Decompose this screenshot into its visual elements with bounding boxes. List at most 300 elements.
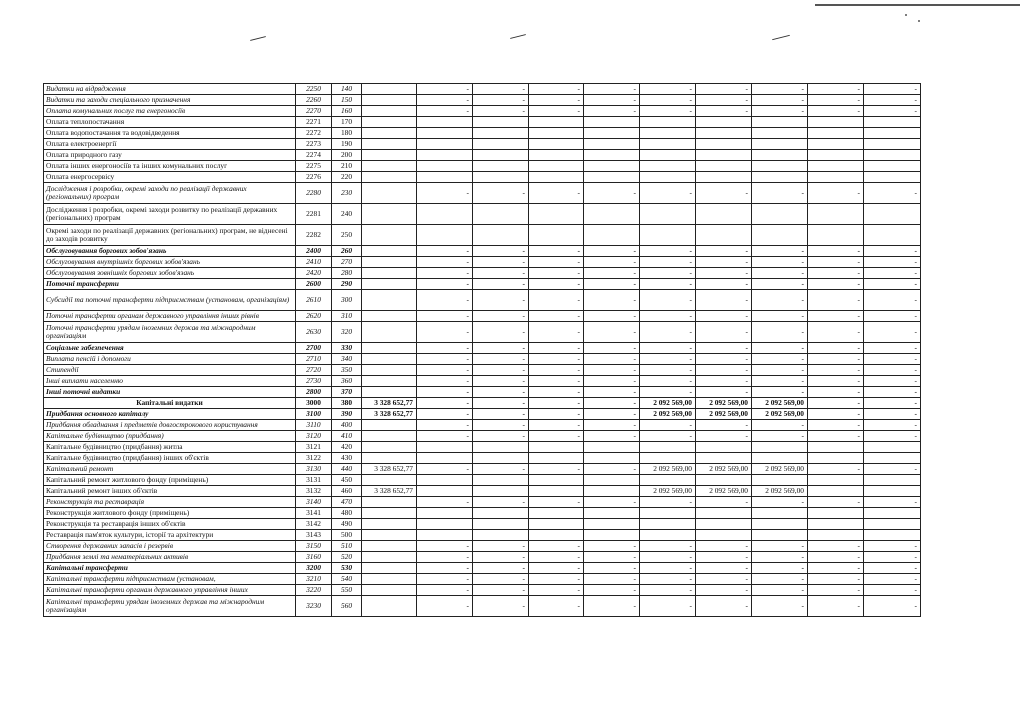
row-line-cell: 150 <box>332 95 362 106</box>
value-cell <box>362 139 417 150</box>
row-line-cell: 230 <box>332 183 362 204</box>
expenditure-table <box>43 83 921 617</box>
value-cell: - <box>752 552 808 563</box>
value-cell: - <box>529 585 584 596</box>
value-cell <box>752 508 808 519</box>
row-code-cell: 3143 <box>296 530 332 541</box>
table-row <box>44 431 921 442</box>
table-row <box>44 84 921 95</box>
value-cell <box>362 519 417 530</box>
value-cell: - <box>864 95 921 106</box>
value-cell: - <box>696 183 752 204</box>
value-cell: - <box>752 290 808 311</box>
value-cell: 2 092 569,00 <box>696 409 752 420</box>
row-name-cell: Оплата теплопостачання <box>44 117 296 128</box>
value-cell <box>362 279 417 290</box>
value-cell <box>529 453 584 464</box>
value-cell <box>584 530 640 541</box>
table-row <box>44 354 921 365</box>
value-cell: - <box>696 354 752 365</box>
table-row <box>44 204 921 225</box>
value-cell: - <box>808 354 864 365</box>
value-cell: - <box>864 387 921 398</box>
row-line-cell: 510 <box>332 541 362 552</box>
row-line-cell: 330 <box>332 343 362 354</box>
value-cell: - <box>584 84 640 95</box>
table-row <box>44 225 921 246</box>
value-cell <box>362 172 417 183</box>
value-cell <box>362 497 417 508</box>
value-cell: - <box>640 552 696 563</box>
value-cell <box>752 530 808 541</box>
value-cell: - <box>584 183 640 204</box>
value-cell <box>584 453 640 464</box>
value-cell: - <box>864 431 921 442</box>
value-cell: - <box>808 279 864 290</box>
value-cell <box>362 150 417 161</box>
table-row <box>44 497 921 508</box>
value-cell: - <box>584 322 640 343</box>
value-cell: 2 092 569,00 <box>640 464 696 475</box>
value-cell <box>529 128 584 139</box>
row-name-cell: Капітальне будівництво (придбання) <box>44 431 296 442</box>
value-cell <box>696 442 752 453</box>
scan-edge-mark <box>815 4 1020 6</box>
value-cell: - <box>417 106 473 117</box>
value-cell: - <box>584 365 640 376</box>
value-cell: - <box>473 585 529 596</box>
row-name-cell: Стипендії <box>44 365 296 376</box>
value-cell: - <box>417 376 473 387</box>
value-cell <box>362 225 417 246</box>
value-cell: - <box>808 183 864 204</box>
value-cell: - <box>473 290 529 311</box>
value-cell <box>362 257 417 268</box>
value-cell <box>808 530 864 541</box>
value-cell <box>584 442 640 453</box>
row-name-cell: Капітальний ремонт житлового фонду (приміщень) <box>44 475 296 486</box>
row-name-cell: Поточні трансферти <box>44 279 296 290</box>
value-cell: - <box>584 95 640 106</box>
value-cell <box>808 161 864 172</box>
value-cell <box>640 139 696 150</box>
value-cell <box>752 204 808 225</box>
row-code-cell: 2250 <box>296 84 332 95</box>
value-cell: - <box>752 95 808 106</box>
value-cell: - <box>473 552 529 563</box>
value-cell: - <box>808 420 864 431</box>
value-cell <box>640 508 696 519</box>
value-cell <box>696 150 752 161</box>
value-cell: - <box>864 290 921 311</box>
value-cell <box>640 225 696 246</box>
row-name-cell: Реставрація пам'яток культури, історії та архітектури <box>44 530 296 541</box>
row-line-cell: 560 <box>332 596 362 617</box>
value-cell <box>752 172 808 183</box>
value-cell: - <box>417 95 473 106</box>
value-cell: - <box>696 95 752 106</box>
value-cell <box>864 530 921 541</box>
row-line-cell: 390 <box>332 409 362 420</box>
value-cell: - <box>752 431 808 442</box>
row-code-cell: 2260 <box>296 95 332 106</box>
table-row <box>44 117 921 128</box>
row-code-cell: 2720 <box>296 365 332 376</box>
row-code-cell: 3150 <box>296 541 332 552</box>
value-cell <box>752 150 808 161</box>
value-cell: - <box>417 343 473 354</box>
value-cell: - <box>808 268 864 279</box>
value-cell <box>584 139 640 150</box>
value-cell <box>362 128 417 139</box>
value-cell: - <box>808 541 864 552</box>
value-cell: 3 328 652,77 <box>362 409 417 420</box>
value-cell: - <box>584 343 640 354</box>
scan-dot <box>905 14 907 16</box>
row-code-cell: 3110 <box>296 420 332 431</box>
value-cell <box>362 354 417 365</box>
value-cell: - <box>696 268 752 279</box>
value-cell <box>752 139 808 150</box>
table-row <box>44 290 921 311</box>
table-row <box>44 453 921 464</box>
value-cell <box>584 486 640 497</box>
row-line-cell: 300 <box>332 290 362 311</box>
row-code-cell: 2270 <box>296 106 332 117</box>
value-cell <box>473 128 529 139</box>
value-cell: - <box>696 106 752 117</box>
value-cell <box>529 172 584 183</box>
value-cell <box>752 475 808 486</box>
value-cell: - <box>808 246 864 257</box>
value-cell: - <box>864 246 921 257</box>
value-cell <box>362 585 417 596</box>
value-cell <box>362 530 417 541</box>
row-code-cell: 3200 <box>296 563 332 574</box>
value-cell <box>864 475 921 486</box>
row-code-cell: 3130 <box>296 464 332 475</box>
value-cell: - <box>640 596 696 617</box>
row-line-cell: 530 <box>332 563 362 574</box>
row-name-cell: Поточні трансферти органам державного управління інших рівнів <box>44 311 296 322</box>
value-cell: - <box>752 376 808 387</box>
value-cell <box>864 519 921 530</box>
value-cell <box>362 322 417 343</box>
value-cell: - <box>417 464 473 475</box>
value-cell <box>864 161 921 172</box>
value-cell <box>529 161 584 172</box>
row-line-cell: 250 <box>332 225 362 246</box>
value-cell <box>808 225 864 246</box>
row-line-cell: 290 <box>332 279 362 290</box>
value-cell: - <box>584 246 640 257</box>
value-cell <box>696 204 752 225</box>
value-cell <box>362 268 417 279</box>
value-cell: - <box>473 354 529 365</box>
row-name-cell: Оплата інших енергоносіїв та інших комунальних послуг <box>44 161 296 172</box>
scan-dot <box>918 20 920 22</box>
row-code-cell: 2630 <box>296 322 332 343</box>
value-cell: 2 092 569,00 <box>752 464 808 475</box>
row-code-cell: 2400 <box>296 246 332 257</box>
row-code-cell: 2281 <box>296 204 332 225</box>
table-row <box>44 420 921 431</box>
value-cell <box>362 596 417 617</box>
value-cell: - <box>584 257 640 268</box>
value-cell <box>417 204 473 225</box>
value-cell <box>417 453 473 464</box>
value-cell: - <box>696 585 752 596</box>
row-line-cell: 500 <box>332 530 362 541</box>
value-cell: - <box>864 585 921 596</box>
value-cell: - <box>752 246 808 257</box>
value-cell: 2 092 569,00 <box>696 464 752 475</box>
table-row <box>44 409 921 420</box>
value-cell: - <box>417 497 473 508</box>
value-cell: 2 092 569,00 <box>640 409 696 420</box>
value-cell: - <box>864 563 921 574</box>
value-cell <box>640 150 696 161</box>
value-cell: - <box>864 354 921 365</box>
value-cell: - <box>473 398 529 409</box>
value-cell <box>417 508 473 519</box>
value-cell <box>362 311 417 322</box>
row-code-cell: 3122 <box>296 453 332 464</box>
row-line-cell: 260 <box>332 246 362 257</box>
row-line-cell: 440 <box>332 464 362 475</box>
table-row <box>44 508 921 519</box>
table-row <box>44 172 921 183</box>
value-cell: - <box>808 257 864 268</box>
row-line-cell: 240 <box>332 204 362 225</box>
value-cell: - <box>864 464 921 475</box>
value-cell: 3 328 652,77 <box>362 398 417 409</box>
value-cell <box>417 161 473 172</box>
row-line-cell: 520 <box>332 552 362 563</box>
value-cell: - <box>864 365 921 376</box>
value-cell: - <box>529 464 584 475</box>
value-cell: - <box>640 574 696 585</box>
value-cell: - <box>640 290 696 311</box>
value-cell: - <box>808 464 864 475</box>
table-row <box>44 541 921 552</box>
row-code-cell: 3132 <box>296 486 332 497</box>
value-cell: - <box>808 290 864 311</box>
value-cell <box>584 172 640 183</box>
value-cell <box>362 508 417 519</box>
table-row <box>44 183 921 204</box>
value-cell <box>752 225 808 246</box>
value-cell: - <box>864 106 921 117</box>
value-cell: - <box>417 268 473 279</box>
table-row <box>44 530 921 541</box>
value-cell: - <box>640 268 696 279</box>
table-row <box>44 387 921 398</box>
value-cell <box>696 172 752 183</box>
value-cell: - <box>473 183 529 204</box>
value-cell: 2 092 569,00 <box>696 398 752 409</box>
value-cell: - <box>752 585 808 596</box>
value-cell: - <box>529 343 584 354</box>
value-cell <box>696 530 752 541</box>
value-cell <box>640 161 696 172</box>
row-code-cell: 3100 <box>296 409 332 420</box>
value-cell <box>417 172 473 183</box>
value-cell <box>808 453 864 464</box>
value-cell <box>362 365 417 376</box>
row-line-cell: 310 <box>332 311 362 322</box>
row-code-cell: 3141 <box>296 508 332 519</box>
value-cell: - <box>417 541 473 552</box>
row-name-cell: Обслуговування боргових зобов'язань <box>44 246 296 257</box>
value-cell: - <box>584 574 640 585</box>
value-cell: - <box>529 311 584 322</box>
value-cell <box>417 139 473 150</box>
value-cell <box>529 486 584 497</box>
value-cell: - <box>584 290 640 311</box>
value-cell: - <box>529 387 584 398</box>
value-cell <box>417 486 473 497</box>
value-cell <box>752 519 808 530</box>
value-cell <box>584 475 640 486</box>
row-name-cell: Окремі заходи по реалізації державних (регіональних) програм, не віднесені до заходів розвитку <box>44 225 296 246</box>
value-cell: - <box>529 95 584 106</box>
value-cell: - <box>417 246 473 257</box>
value-cell <box>696 128 752 139</box>
row-name-cell: Реконструкція та реставрація <box>44 497 296 508</box>
value-cell: - <box>473 343 529 354</box>
row-line-cell: 170 <box>332 117 362 128</box>
value-cell <box>473 442 529 453</box>
value-cell <box>473 172 529 183</box>
value-cell <box>584 150 640 161</box>
value-cell: - <box>584 279 640 290</box>
value-cell <box>417 442 473 453</box>
row-line-cell: 550 <box>332 585 362 596</box>
value-cell: - <box>640 585 696 596</box>
table-row <box>44 268 921 279</box>
value-cell: - <box>529 268 584 279</box>
row-name-cell: Реконструкція та реставрація інших об'єктів <box>44 519 296 530</box>
value-cell: - <box>808 552 864 563</box>
value-cell: - <box>417 552 473 563</box>
value-cell <box>362 442 417 453</box>
value-cell <box>640 442 696 453</box>
value-cell: - <box>529 257 584 268</box>
value-cell <box>529 508 584 519</box>
table-row <box>44 365 921 376</box>
value-cell: - <box>864 322 921 343</box>
value-cell: - <box>473 268 529 279</box>
value-cell <box>362 246 417 257</box>
row-line-cell: 220 <box>332 172 362 183</box>
value-cell <box>417 475 473 486</box>
value-cell: - <box>808 497 864 508</box>
value-cell: - <box>864 409 921 420</box>
value-cell: - <box>808 343 864 354</box>
value-cell: - <box>752 257 808 268</box>
row-line-cell: 470 <box>332 497 362 508</box>
value-cell: - <box>529 246 584 257</box>
value-cell: - <box>584 398 640 409</box>
value-cell: - <box>808 84 864 95</box>
value-cell: - <box>752 268 808 279</box>
value-cell: - <box>417 431 473 442</box>
row-line-cell: 430 <box>332 453 362 464</box>
value-cell: - <box>473 409 529 420</box>
row-code-cell: 3210 <box>296 574 332 585</box>
value-cell <box>696 519 752 530</box>
table-row <box>44 246 921 257</box>
value-cell <box>640 172 696 183</box>
value-cell <box>808 172 864 183</box>
value-cell <box>584 204 640 225</box>
value-cell: - <box>584 464 640 475</box>
value-cell: - <box>808 95 864 106</box>
value-cell <box>417 519 473 530</box>
row-code-cell: 2272 <box>296 128 332 139</box>
value-cell: 2 092 569,00 <box>640 398 696 409</box>
row-line-cell: 180 <box>332 128 362 139</box>
value-cell <box>362 376 417 387</box>
value-cell: - <box>808 106 864 117</box>
value-cell <box>362 541 417 552</box>
value-cell <box>473 139 529 150</box>
value-cell: - <box>584 106 640 117</box>
value-cell <box>417 128 473 139</box>
row-line-cell: 210 <box>332 161 362 172</box>
table-row <box>44 150 921 161</box>
value-cell: - <box>417 409 473 420</box>
value-cell <box>473 161 529 172</box>
value-cell: - <box>473 322 529 343</box>
pen-mark <box>772 35 790 40</box>
value-cell <box>529 475 584 486</box>
value-cell: - <box>529 106 584 117</box>
value-cell <box>696 508 752 519</box>
row-name-cell: Придбання обладнання і предметів довгострокового користування <box>44 420 296 431</box>
row-line-cell: 200 <box>332 150 362 161</box>
value-cell: - <box>752 563 808 574</box>
row-line-cell: 350 <box>332 365 362 376</box>
row-code-cell: 3160 <box>296 552 332 563</box>
value-cell <box>417 117 473 128</box>
value-cell: - <box>696 343 752 354</box>
value-cell <box>864 117 921 128</box>
value-cell: - <box>864 398 921 409</box>
value-cell <box>473 453 529 464</box>
value-cell: - <box>640 95 696 106</box>
table-row <box>44 376 921 387</box>
value-cell: - <box>473 257 529 268</box>
row-name-cell: Капітальні трансферти урядам іноземних держав та міжнародним організаціям <box>44 596 296 617</box>
row-line-cell: 460 <box>332 486 362 497</box>
value-cell <box>473 117 529 128</box>
value-cell: - <box>864 183 921 204</box>
value-cell: - <box>640 322 696 343</box>
row-line-cell: 490 <box>332 519 362 530</box>
value-cell <box>362 431 417 442</box>
value-cell: - <box>417 183 473 204</box>
value-cell: - <box>584 497 640 508</box>
row-code-cell: 2273 <box>296 139 332 150</box>
row-name-cell: Оплата енергосервісу <box>44 172 296 183</box>
value-cell <box>808 519 864 530</box>
value-cell: - <box>864 574 921 585</box>
value-cell: - <box>584 552 640 563</box>
table-row <box>44 257 921 268</box>
value-cell <box>640 475 696 486</box>
